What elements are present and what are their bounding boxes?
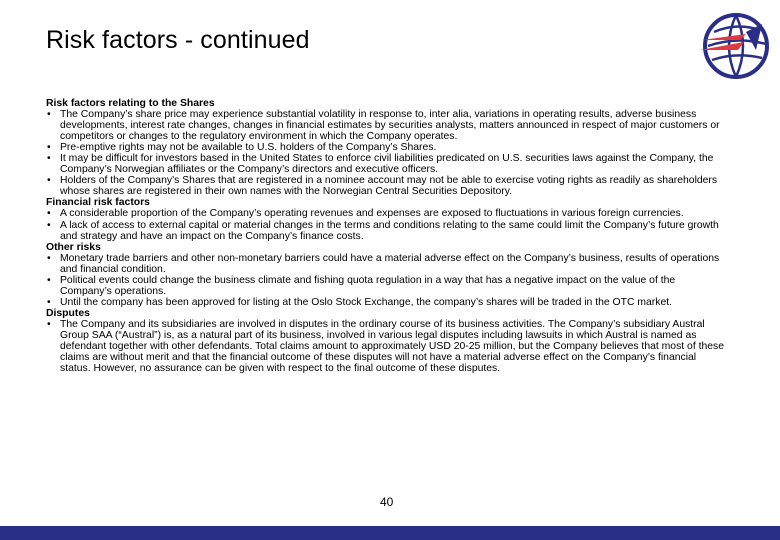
- bullet-item: • It may be difficult for investors based in the United States to enforce civil liabilities predicated on U.S. securities laws against the Company, the Company’s Norwegian affiliates or the Company’s directors and executive officers.: [46, 153, 726, 175]
- section-shares: [46, 98, 726, 197]
- bullet-item: • Until the company has been approved for listing at the Oslo Stock Exchange, the company’s shares will be traded in the OTC market.: [46, 297, 726, 308]
- section-financial: [46, 197, 726, 241]
- section-heading: Risk factors relating to the Shares: [46, 98, 215, 109]
- section-heading: Disputes: [46, 307, 90, 319]
- bullet-item: • Pre-emptive rights may not be available to U.S. holders of the Company’s Shares.: [46, 142, 726, 153]
- risk-factors-body: [46, 98, 726, 374]
- company-logo-icon: [700, 10, 770, 80]
- bullet-list: [46, 319, 726, 374]
- page-number: 40: [380, 495, 394, 509]
- section-disputes: [46, 308, 726, 374]
- bullet-list: [46, 253, 726, 308]
- bullet-item: • The Company and its subsidiaries are involved in disputes in the ordinary course of its business activities. The Company’s subsidiary Austral Group SAA (“Austral”) is, as a natural part of its business, involved in various legal disputes including lawsuits in which Austral is named as defendant together with other defendants. Total claims amount to approximately USD 20-25 million, but the Company believes that most of these claims are without merit and that the financial outcome of these disputes will not have a material adverse effect on the Company’s financial status. However, no assurance can be given with respect to the final outcome of these disputes.: [46, 319, 726, 374]
- bullet-item: • The Company’s share price may experience substantial volatility in response to, inter alia, variations in operating results, adverse business developments, interest rate changes, changes in financial estimates by securities analysts, matters announced in respect of major customers or competitors or changes to the regulatory environment in which the Company operates.: [46, 109, 726, 142]
- bullet-item: • A considerable proportion of the Company’s operating revenues and expenses are exposed to fluctuations in various foreign currencies.: [46, 208, 726, 219]
- bullet-list: [46, 208, 726, 241]
- footer-bar: [0, 526, 780, 540]
- section-heading: Other risks: [46, 241, 101, 253]
- slide-title: Risk factors - continued: [46, 26, 310, 54]
- bullet-item: • Political events could change the business climate and fishing quota regulation in a way that has a negative impact on the value of the Company’s operations.: [46, 275, 726, 297]
- bullet-item: • A lack of access to external capital or material changes in the terms and conditions relating to the same could limit the Company’s future growth and strategy and have an impact on the Company’s finance costs.: [46, 220, 726, 242]
- section-heading: Financial risk factors: [46, 197, 150, 209]
- bullet-list: [46, 109, 726, 197]
- bullet-item: • Holders of the Company’s Shares that are registered in a nominee account may not be able to exercise voting rights as readily as shareholders whose shares are registered in their own names with the Norwegian Central Securities Depository.: [46, 175, 726, 197]
- bullet-item: • Monetary trade barriers and other non-monetary barriers could have a material adverse effect on the Company’s business, results of operations and financial condition.: [46, 253, 726, 275]
- section-other: [46, 242, 726, 308]
